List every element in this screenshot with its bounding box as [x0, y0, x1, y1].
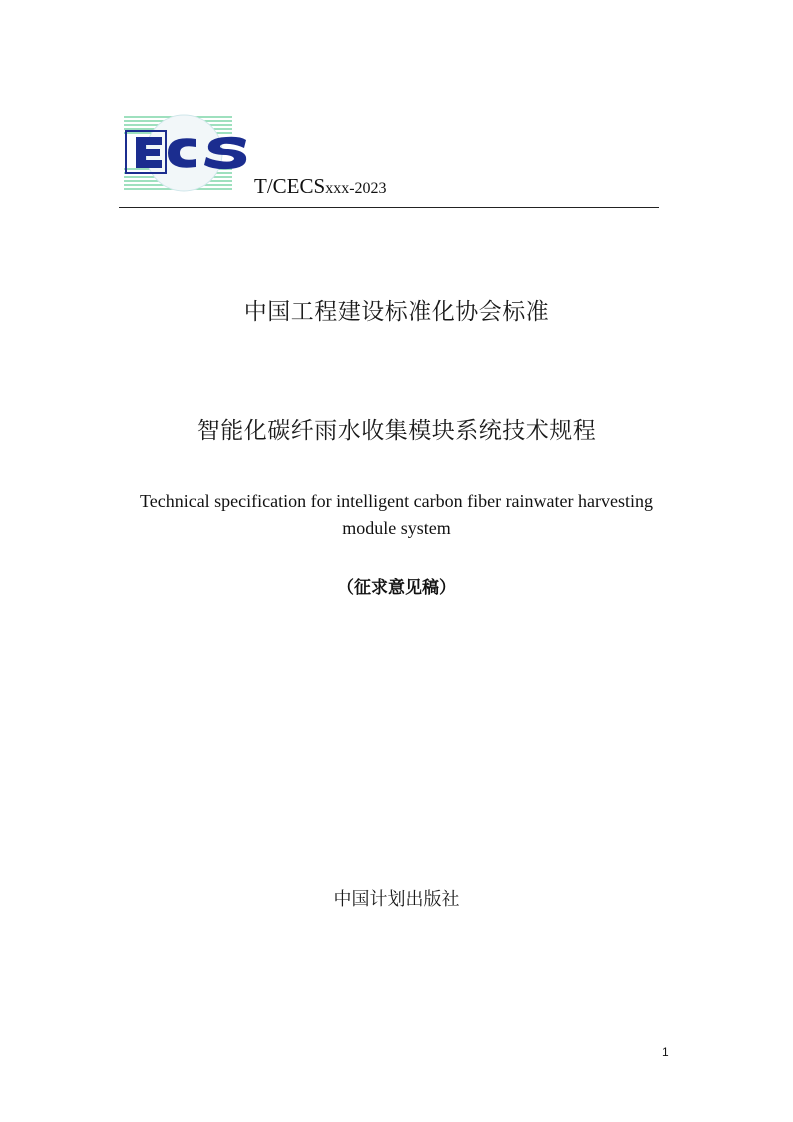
- ecs-logo: [122, 113, 252, 193]
- header-rule: [119, 207, 659, 208]
- page-number: 1: [662, 1045, 669, 1059]
- standard-code-suffix: xxx-2023: [325, 180, 387, 197]
- document-title-chinese: 智能化碳纤雨水收集模块系统技术规程: [196, 418, 597, 444]
- publisher-name: 中国计划出版社: [333, 889, 460, 910]
- organization-standard-heading: 中国工程建设标准化协会标准: [243, 299, 550, 325]
- standard-code: [254, 174, 387, 199]
- draft-status-label: （征求意见稿）: [337, 578, 456, 598]
- standard-code-prefix: T/CECS: [254, 174, 326, 198]
- document-title-english: Technical specification for intelligent carbon fiber rainwater harvesting module system: [139, 491, 654, 538]
